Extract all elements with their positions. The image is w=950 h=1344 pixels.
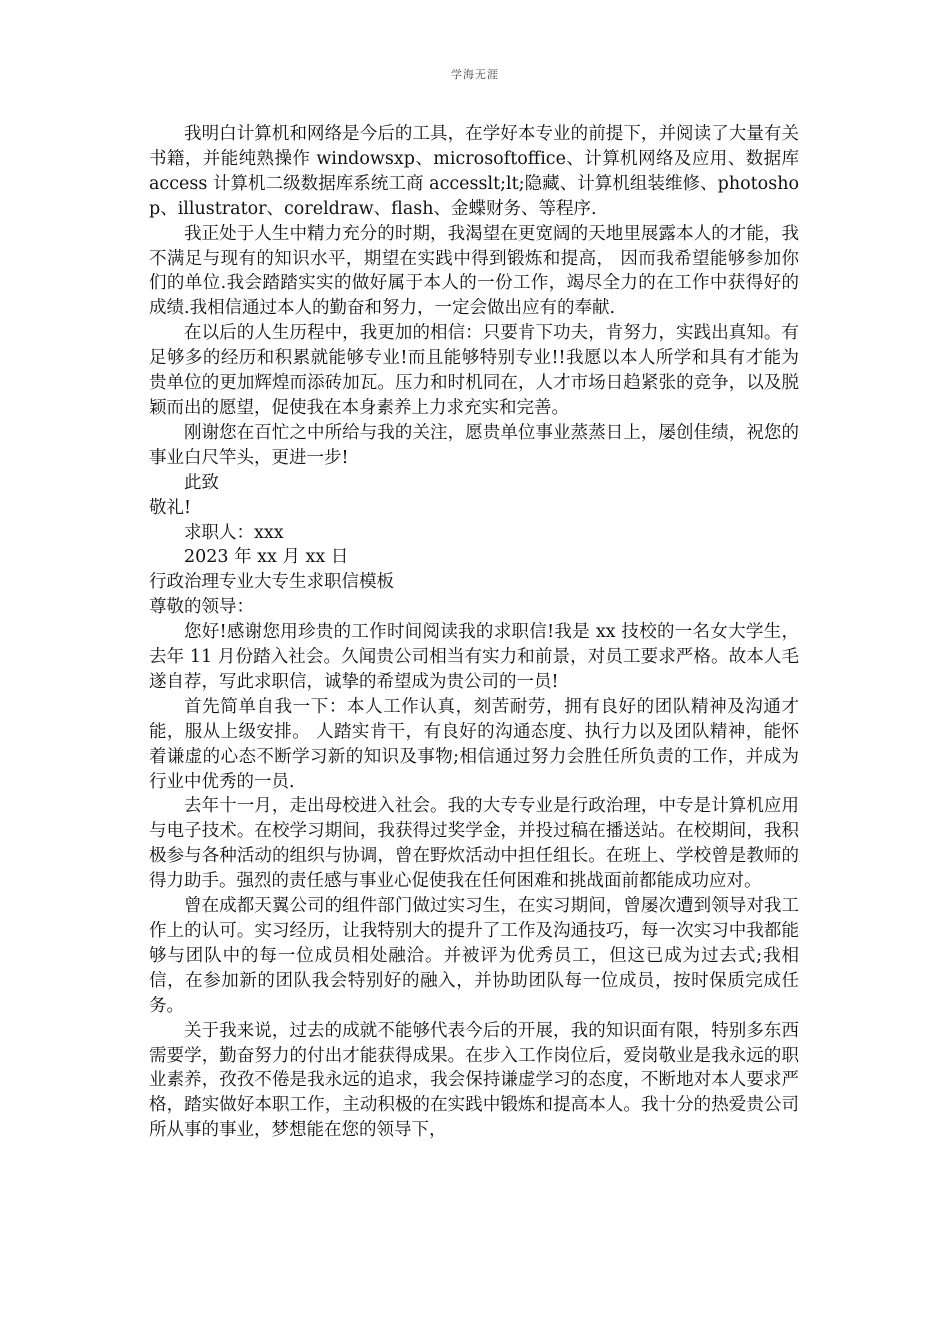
paragraph: 我明白计算机和网络是今后的工具，在学好本专业的前提下，并阅读了大量有关书籍，并能纯熟操作 windowsxp、microsoftoffice、计算机网络及应用、数据库 access 计算机二级数据库系统工商 accesslt;lt;隐藏、计算机组装维修、photoshop、illustrator、coreldraw、flash、金蝶财务、等程序.	[149, 124, 799, 219]
salutation-closing: 敬礼!	[149, 497, 192, 518]
paragraph: 去年十一月，走出母校进入社会。我的大专专业是行政治理，中专是计算机应用与电子技术。在校学习期间，我获得过奖学金，并投过稿在播送站。在校期间，我积极参与各种活动的组织与协调，曾在野炊活动中担任组长。在班上、学校曾是教师的得力助手。强烈的责任感与事业心促使我在任何困难和挑战面前都能成功应对。	[149, 796, 799, 892]
paragraph: 刚谢您在百忙之中所给与我的关注，愿贵单位事业蒸蒸日上，屡创佳绩，祝您的事业白尺竿头，更进一步!	[149, 422, 799, 468]
paragraph: 关于我来说，过去的成就不能够代表今后的开展，我的知识面有限，特别多东西需要学，勤奋努力的付出才能获得成果。在步入工作岗位后，爱岗敬业是我永远的职业素养，孜孜不倦是我永远的追求，我会保持谦虚学习的态度，不断地对本人要求严格，踏实做好本职工作，主动积极的在实践中锻炼和提高本人。我十分的热爱贵公司所从事的事业，梦想能在您的领导下，	[149, 1020, 799, 1141]
paragraph: 在以后的人生历程中，我更加的相信：只要肯下功夫，肯努力，实践出真知。有足够多的经历和积累就能够专业!而且能够特别专业!!我愿以本人所学和具有才能为贵单位的更加辉煌而添砖加瓦。压力和时机同在，人才市场日趋紧张的竞争，以及脱颖而出的愿望，促使我在本身素养上力求充实和完善。	[149, 323, 799, 418]
applicant-signature: 求职人：xxx	[184, 522, 284, 543]
closing-phrase: 此致	[184, 472, 219, 493]
paragraph: 首先简单自我一下：本人工作认真，刻苦耐劳，拥有良好的团队精神及沟通才能，服从上级安排。 人踏实肯干，有良好的沟通态度、执行力以及团队精神，能怀着谦虚的心态不断学习新的知识及事物;相信通过努力会胜任所负责的工作，并成为行业中优秀的一员.	[149, 696, 799, 792]
paragraph: 您好!感谢您用珍贵的工作时间阅读我的求职信!我是 xx 技校的一名女大学生，去年 11 月份踏入社会。久闻贵公司相当有实力和前景，对员工要求严格。故本人毛遂自荐，写此求职信，诚挚的希望成为贵公司的一员!	[149, 622, 799, 692]
page-header: 学海无涯	[451, 68, 499, 81]
section-title: 行政治理专业大专生求职信模板	[149, 572, 394, 593]
greeting: 尊敬的领导：	[149, 597, 254, 618]
paragraph: 我正处于人生中精力充分的时期，我渴望在更宽阔的天地里展露本人的才能，我不满足与现有的知识水平，期望在实践中得到锻炼和提高， 因而我希望能够参加你们的单位.我会踏踏实实的做好属于本人的一份工作，竭尽全力的在工作中获得好的成绩.我相信通过本人的勤奋和努力，一定会做出应有的奉献.	[149, 223, 799, 319]
paragraph: 曾在成都天翼公司的组件部门做过实习生，在实习期间，曾屡次遭到领导对我工作上的认可。实习经历，让我特别大的提升了工作及沟通技巧，每一次实习中我都能够与团队中的每一位成员相处融洽。并被评为优秀员工，但这已成为过去式;我相信，在参加新的团队我会特别好的融入，并协助团队每一位成员，按时保质完成任务。	[149, 896, 799, 1016]
letter-date: 2023 年 xx 月 xx 日	[184, 547, 349, 568]
document-body	[149, 122, 799, 1143]
